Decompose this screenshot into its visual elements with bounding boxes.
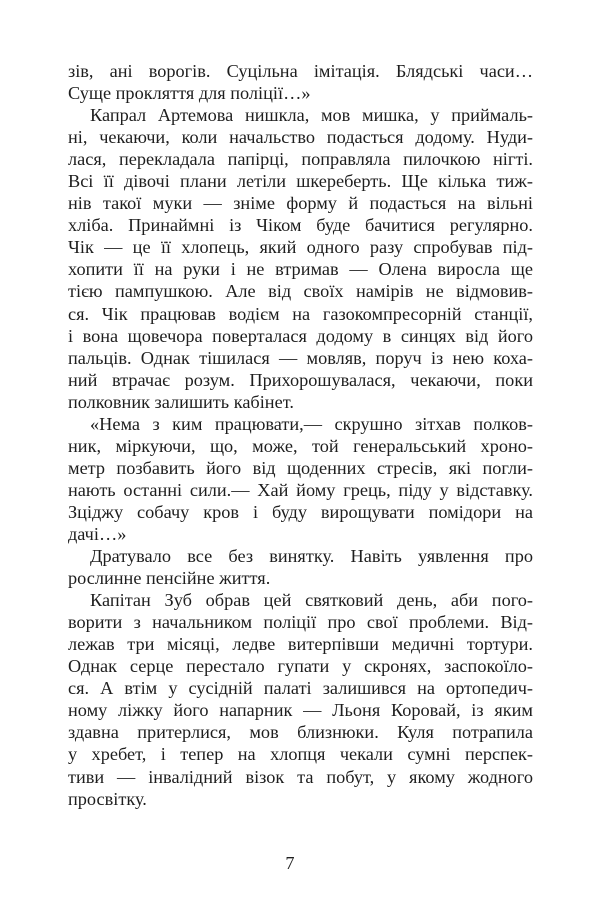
text-line: Всі її дівочі плани летіли шкереберть. Ще кілька тиж- (68, 171, 533, 192)
text-line: хліба. Принаймні із Чіком буде бачитися регулярно. (68, 215, 533, 236)
text-line: нів такої муки — зніме форму й подасться на вільні (68, 193, 533, 214)
text-line: ник, міркуючи, що, може, той генеральський хроно- (68, 435, 533, 456)
paragraph (68, 60, 533, 104)
text-line: метр позбавить його від щоденних стресів, які погли- (68, 457, 533, 478)
text-line: Однак серце перестало гупати у скронях, заспокоїло- (68, 656, 533, 677)
text-line: і вона щовечора поверталася додому в синцях від його (68, 325, 533, 346)
text-line: тиви — інвалідний візок та побут, у якому жодного (68, 766, 533, 787)
text-line: ся. Чік працював водієм на газокомпресорній станції, (68, 303, 533, 324)
text-line: дачі…» (68, 523, 127, 544)
text-line: Чік — це її хлопець, який одного разу спробував під- (68, 237, 533, 258)
text-line: Капрал Артемова нишкла, мов мишка, у приймаль- (90, 105, 533, 126)
text-line: Суще прокляття для поліції…» (68, 83, 311, 104)
text-line: ні, чекаючи, коли начальство подасться додому. Нуди- (68, 127, 533, 148)
text-line: лежав три місяці, ледве витерпівши медичні тортури. (68, 634, 533, 655)
paragraph (68, 104, 533, 413)
text-line: ворити з начальником поліції про свої проблеми. Від- (68, 612, 533, 633)
text-line: полковник залишить кабінет. (68, 391, 294, 412)
text-line: зів, ані ворогів. Суцільна імітація. Блядські часи… (68, 61, 533, 81)
text-line: здавна притерлися, мов близнюки. Куля потрапила (68, 722, 533, 743)
text-line: лася, перекладала папірці, поправляла пилочкою нігті. (68, 149, 533, 170)
text-line: ся. А втім у сусідній палаті залишився на ортопедич- (68, 678, 533, 699)
text-line: у хребет, і тепер на хлопця чекали сумні перспек- (68, 744, 533, 765)
text-line: тією пампушкою. Але від своїх намірів не відмовив- (68, 281, 533, 302)
text-line: хопити її на руки і не втримав — Олена виросла ще (68, 259, 533, 280)
text-line: Дратувало все без винятку. Навіть уявлення про (90, 546, 533, 567)
page-body-text (68, 60, 533, 810)
paragraph (68, 413, 533, 545)
paragraph (68, 589, 533, 809)
page-number: 7 (285, 853, 295, 873)
text-line: нають останні сили.— Хай йому грець, піду у відставку. (68, 479, 533, 500)
text-line: просвітку. (68, 788, 147, 809)
text-line: «Нема з ким працювати,— скрушно зітхав полков- (90, 413, 533, 434)
text-line: Зціджу собачу кров і буду вирощувати помідори на (68, 501, 533, 522)
text-line: рослинне пенсійне життя. (68, 568, 271, 589)
text-line: ному ліжку його напарник — Льоня Коровай, із яким (68, 700, 533, 721)
text-line: ний втрачає розум. Прихорошувалася, чекаючи, поки (68, 369, 533, 390)
text-line: Капітан Зуб обрав цей святковий день, аби пого- (90, 590, 533, 611)
text-line: пальців. Однак тішилася — мовляв, поруч із нею коха- (68, 347, 533, 368)
paragraph (68, 545, 533, 589)
